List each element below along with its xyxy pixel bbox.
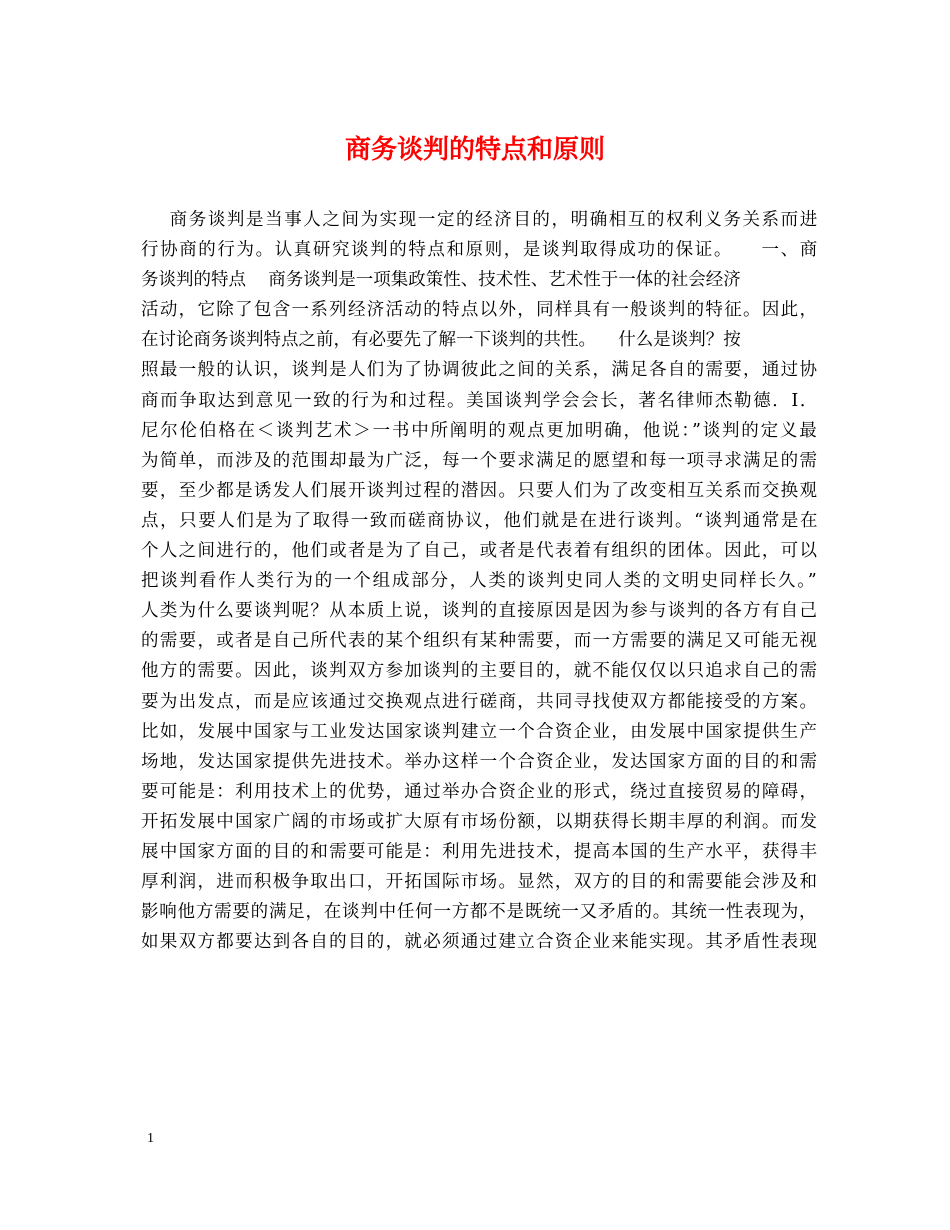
text-line: 人类为什么要谈判呢？从本质上说，谈判的直接原因是因为参与谈判的各方有自己: [141, 601, 819, 622]
text-line: 照最一般的认识，谈判是人们为了协调彼此之间的关系，满足各自的需要，通过协: [141, 360, 819, 381]
text-line: 展中国家方面的目的和需要可能是：利用先进技术，提高本国的生产水平，获得丰: [141, 841, 819, 862]
text-line: 务谈判的特点 商务谈判是一项集政策性、技术性、艺术性于一体的社会经济: [141, 270, 741, 291]
text-line: 要可能是：利用技术上的优势，通过举办合资企业的形式，绕过直接贸易的障碍，: [141, 781, 819, 802]
text-line: 活动，它除了包含一系列经济活动的特点以外，同样具有一般谈判的特征。因此，: [141, 300, 819, 321]
page-title: 商务谈判的特点和原则: [344, 135, 605, 165]
text-line: 商而争取达到意见一致的行为和过程。美国谈判学会会长，著名律师杰勒德．I．: [141, 390, 820, 411]
text-line: 的需要，或者是自己所代表的某个组织有某种需要，而一方需要的满足又可能无视: [141, 631, 819, 652]
text-line: 如果双方都要达到各自的目的，就必须通过建立合资企业来能实现。其矛盾性表现: [141, 932, 819, 953]
text-line: 比如，发展中国家与工业发达国家谈判建立一个合资企业，由发展中国家提供生产: [141, 721, 819, 742]
text-line: 在讨论商务谈判特点之前，有必要先了解一下谈判的共性。 什么是谈判？按: [141, 330, 741, 351]
page-number: 1: [147, 1131, 154, 1146]
text-line: 个人之间进行的，他们或者是为了自己，或者是代表着有组织的团体。因此，可以: [141, 541, 819, 562]
text-line: 场地，发达国家提供先进技术。举办这样一个合资企业，发达国家方面的目的和需: [141, 751, 819, 772]
text-line: 厚利润，进而积极争取出口，开拓国际市场。显然，双方的目的和需要能会涉及和: [141, 872, 819, 893]
text-line: 要，至少都是诱发人们展开谈判过程的潜因。只要人们为了改变相互关系而交换观: [141, 480, 819, 501]
text-line: 尼尔伦伯格在＜谈判艺术＞一书中所阐明的观点更加明确，他说：”谈判的定义最: [141, 420, 819, 441]
text-line: 商务谈判是当事人之间为实现一定的经济目的，明确相互的权利义务关系而进: [141, 210, 819, 230]
body-paragraph: [141, 205, 820, 957]
text-line: 把谈判看作人类行为的一个组成部分，人类的谈判史同人类的文明史同样长久。”: [141, 571, 819, 592]
text-line: 开拓发展中国家广阔的市场或扩大原有市场份额，以期获得长期丰厚的利润。而发: [141, 811, 819, 832]
text-line: 行协商的行为。认真研究谈判的特点和原则，是谈判取得成功的保证。 一、商: [141, 240, 819, 261]
text-line: 他方的需要。因此，谈判双方参加谈判的主要目的，就不能仅仅以只追求自己的需: [141, 661, 819, 682]
text-line: 要为出发点，而是应该通过交换观点进行磋商，共同寻找使双方都能接受的方案。: [141, 691, 819, 712]
text-line: 影响他方需要的满足，在谈判中任何一方都不是既统一又矛盾的。其统一性表现为，: [141, 902, 818, 923]
text-line: 点，只要人们是为了取得一致而磋商协议，他们就是在进行谈判。“谈判通常是在: [141, 510, 820, 531]
text-line: 为简单，而涉及的范围却最为广泛，每一个要求满足的愿望和每一项寻求满足的需: [141, 450, 819, 471]
